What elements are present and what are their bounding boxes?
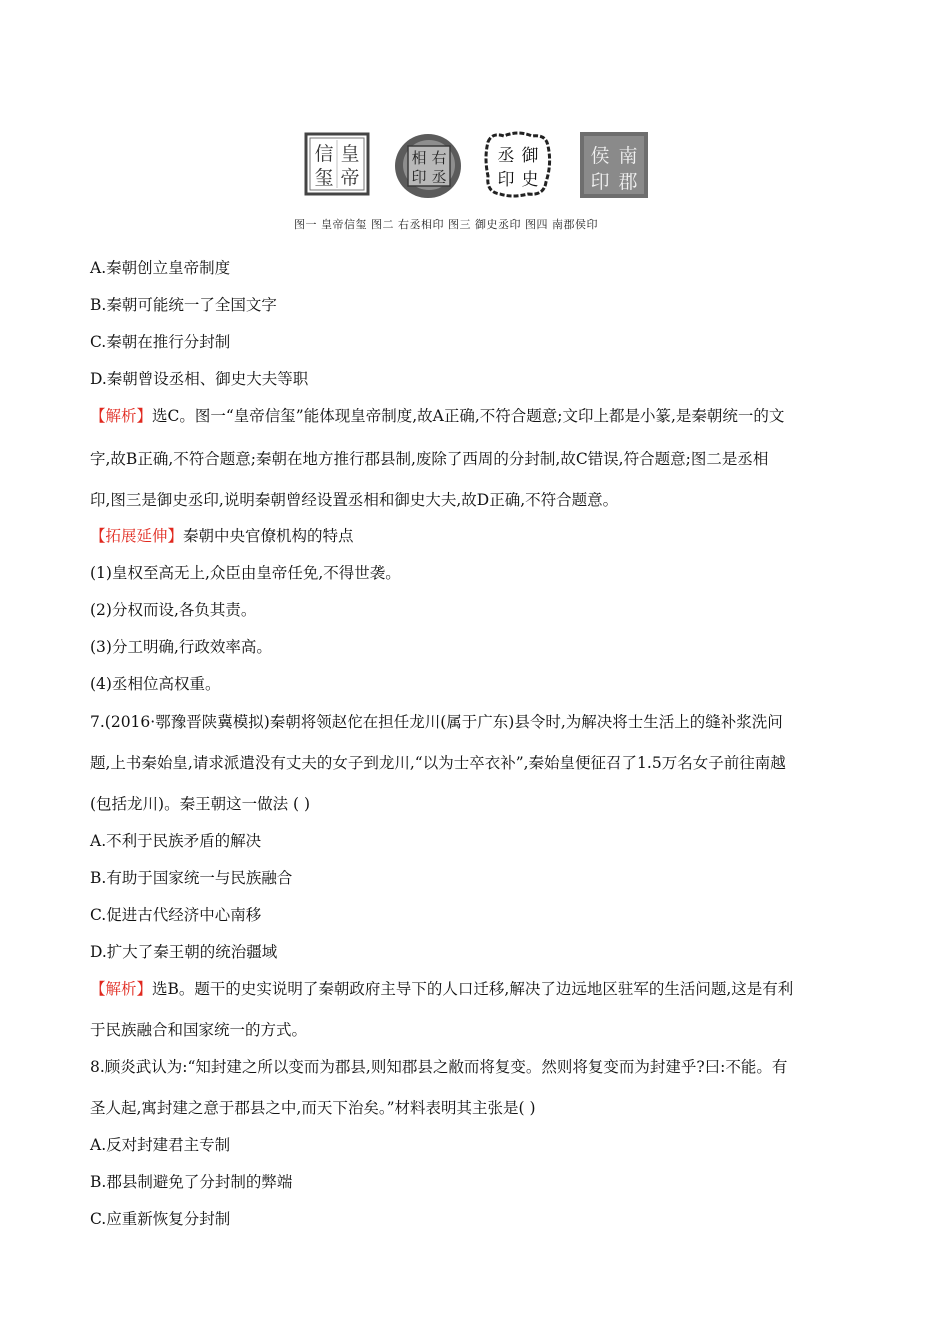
seal-3-glyph-1: 御 [521,146,539,166]
extension-heading: 【拓展延伸】秦朝中央官僚机构的特点 [90,527,354,545]
option-c: C.应重新恢复分封制 [90,1210,231,1228]
seal-2-glyph-1: 右 [431,149,447,167]
question-8: 8.顾炎武认为:“知封建之所以变而为郡县,则知郡县之敝而将复变。然则将复变而为封建乎?曰:不能。有 [90,1058,788,1076]
seal-2-glyph-4: 印 [411,168,427,186]
question-7-line: 题,上书秦始皇,请求派遣没有丈夫的女子到龙川,“以为士卒衣补”,秦始皇便征召了1.5万名女子前往南越 [90,754,786,772]
seal-figure [300,128,660,208]
seal-4-glyph-3: 侯 [590,145,610,167]
option-c: C.促进古代经济中心南移 [90,906,262,924]
analysis-line: 于民族融合和国家统一的方式。 [90,1021,308,1039]
option-b: B.有助于国家统一与民族融合 [90,869,293,887]
option-d: D.扩大了秦王朝的统治疆域 [90,943,278,961]
seal-4-glyph-2: 郡 [618,171,638,193]
seal-image-2 [392,128,464,200]
seal-2-glyph-2: 丞 [431,168,447,186]
question-8-line: 圣人起,寓封建之意于郡县之中,而天下治矣。”材料表明其主张是( ) [90,1099,536,1117]
extension-point: (4)丞相位高权重。 [90,675,221,693]
seal-4-glyph-4: 印 [590,171,610,193]
extension-point: (1)皇权至高无上,众臣由皇帝任免,不得世袭。 [90,564,401,582]
option-b: B.郡县制避免了分封制的弊端 [90,1173,293,1191]
extension-point: (3)分工明确,行政效率高。 [90,638,272,656]
question-7: 7.(2016·鄂豫晋陕冀模拟)秦朝将领赵佗在担任龙川(属于广东)县令时,为解决将士生活上的缝补浆洗问 [90,713,783,731]
analysis-line: 字,故B正确,不符合题意;秦朝在地方推行郡县制,废除了西周的分封制,故C错误,符合题意;图二是丞相 [90,450,769,468]
option-b: B.秦朝可能统一了全国文字 [90,296,277,314]
extension-tag: 【拓展延伸】 [90,527,184,545]
figure-caption: 图一 皇帝信玺 图二 右丞相印 图三 御史丞印 图四 南郡侯印 [294,218,598,231]
option-a: A.秦朝创立皇帝制度 [90,259,231,277]
option-a: A.反对封建君主专制 [90,1136,231,1154]
option-a: A.不利于民族矛盾的解决 [90,832,262,850]
seal-4-glyph-1: 南 [618,145,638,167]
seal-1-glyph-3: 信 [314,143,334,165]
seal-3-glyph-2: 史 [521,170,539,190]
seal-image-4 [578,128,650,200]
seal-1-glyph-4: 玺 [314,167,334,189]
analysis-line: 印,图三是御史丞印,说明秦朝曾经设置丞相和御史大夫,故D正确,不符合题意。 [90,491,619,509]
analysis-tag: 【解析】 [90,980,153,998]
option-c: C.秦朝在推行分封制 [90,333,231,351]
seal-2-glyph-3: 相 [411,149,427,167]
analysis-paragraph: 【解析】选B。题干的史实说明了秦朝政府主导下的人口迁移,解决了边远地区驻军的生活问题,这是有利 [90,980,794,998]
question-7-line: (包括龙川)。秦王朝这一做法 ( ) [90,795,311,813]
analysis-tag: 【解析】 [90,407,153,425]
seal-3-glyph-3: 丞 [497,146,515,166]
seal-1-glyph-2: 帝 [340,167,360,189]
seal-1-glyph-1: 皇 [340,143,360,165]
extension-point: (2)分权而设,各负其责。 [90,601,257,619]
option-d: D.秦朝曾设丞相、御史大夫等职 [90,370,309,388]
analysis-paragraph: 【解析】选C。图一“皇帝信玺”能体现皇帝制度,故A正确,不符合题意;文印上都是小篆,是秦朝统一的文 [90,407,785,425]
seal-image-1 [302,128,374,200]
seal-image-3 [482,128,554,200]
seal-3-glyph-4: 印 [497,170,515,190]
